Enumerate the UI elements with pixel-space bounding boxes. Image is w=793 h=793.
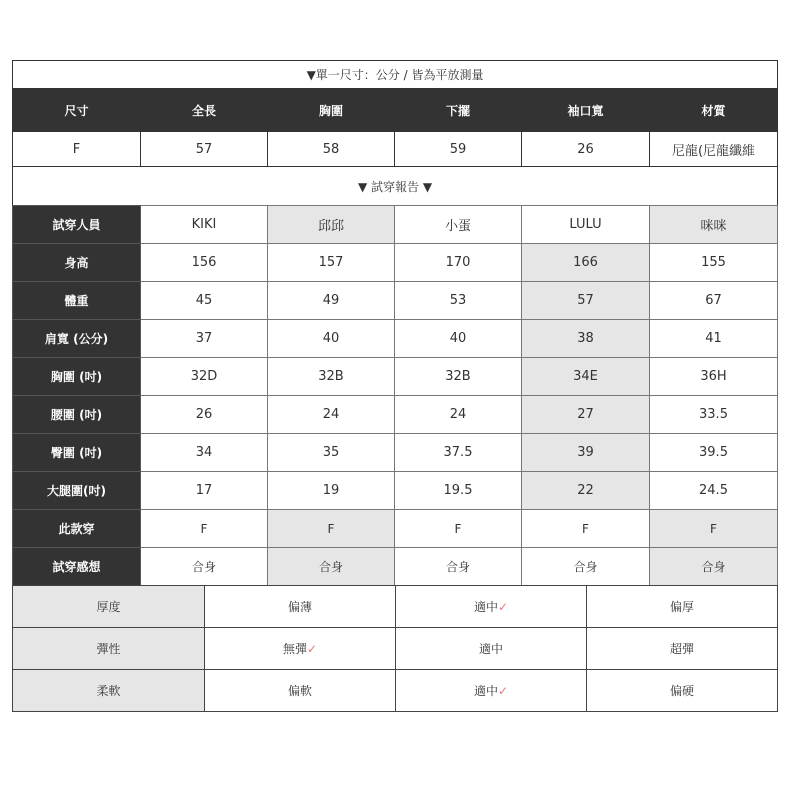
fitting-cell: 57 xyxy=(522,282,650,320)
size-header-row xyxy=(13,89,778,132)
fitting-cell: 24 xyxy=(395,396,522,434)
fitting-row xyxy=(13,396,778,434)
fitting-row xyxy=(13,434,778,472)
fitting-cell: 35 xyxy=(268,434,395,472)
fitting-cell: 26 xyxy=(141,396,268,434)
fitting-cell: KIKI xyxy=(141,206,268,244)
fitting-row-label: 肩寬 (公分) xyxy=(13,320,141,358)
fitting-cell: 合身 xyxy=(650,548,778,586)
fitting-cell: 39 xyxy=(522,434,650,472)
fitting-cell: 24.5 xyxy=(650,472,778,510)
feel-option xyxy=(396,586,587,628)
size-header-cell: 材質 xyxy=(650,89,778,132)
fitting-cell: 32D xyxy=(141,358,268,396)
check-mark-icon: ✓ xyxy=(497,684,509,698)
size-header-cell: 尺寸 xyxy=(13,89,141,132)
fitting-cell: 17 xyxy=(141,472,268,510)
fitting-cell: 37.5 xyxy=(395,434,522,472)
fitting-cell: 37 xyxy=(141,320,268,358)
size-table-title: ▼單一尺寸：公分 / 皆為平放測量 xyxy=(13,61,778,89)
feel-row xyxy=(13,586,778,628)
feel-option-text: 超彈 xyxy=(669,642,694,656)
fitting-cell: 32B xyxy=(268,358,395,396)
size-value-cell: 59 xyxy=(395,132,522,167)
feel-option xyxy=(396,670,587,712)
feel-option xyxy=(587,670,778,712)
fitting-cell: 170 xyxy=(395,244,522,282)
feel-row xyxy=(13,628,778,670)
feel-option-text: 偏薄 xyxy=(287,600,312,614)
fitting-cell: 34E xyxy=(522,358,650,396)
size-table xyxy=(12,60,778,206)
feel-row-label: 厚度 xyxy=(13,586,205,628)
feel-option-text: 無彈 xyxy=(282,642,307,656)
fitting-cell: 53 xyxy=(395,282,522,320)
fitting-row-label: 臀圍 (吋) xyxy=(13,434,141,472)
fabric-feel-table xyxy=(12,585,778,712)
fitting-cell: 39.5 xyxy=(650,434,778,472)
fitting-cell: 33.5 xyxy=(650,396,778,434)
fitting-cell: 合身 xyxy=(522,548,650,586)
fitting-table xyxy=(12,205,778,586)
fitting-cell: F xyxy=(395,510,522,548)
size-value-cell: 58 xyxy=(268,132,395,167)
fitting-cell: 156 xyxy=(141,244,268,282)
feel-row-label: 柔軟 xyxy=(13,670,205,712)
fitting-row xyxy=(13,358,778,396)
feel-option-text: 偏厚 xyxy=(669,600,694,614)
fitting-cell: 67 xyxy=(650,282,778,320)
fitting-row xyxy=(13,548,778,586)
fitting-cell: LULU xyxy=(522,206,650,244)
feel-option xyxy=(205,586,396,628)
size-value-cell: 尼龍(尼龍纖維 xyxy=(650,132,778,167)
fitting-cell: 19.5 xyxy=(395,472,522,510)
feel-option xyxy=(587,628,778,670)
fitting-cell: 27 xyxy=(522,396,650,434)
feel-option xyxy=(396,628,587,670)
fitting-row-label: 身高 xyxy=(13,244,141,282)
fitting-cell: 155 xyxy=(650,244,778,282)
fitting-cell: 合身 xyxy=(268,548,395,586)
fitting-cell: 邱邱 xyxy=(268,206,395,244)
fitting-row xyxy=(13,510,778,548)
fitting-row-label: 體重 xyxy=(13,282,141,320)
feel-option-text: 偏軟 xyxy=(287,684,312,698)
fitting-cell: 咪咪 xyxy=(650,206,778,244)
fitting-row xyxy=(13,472,778,510)
size-header-cell: 全長 xyxy=(141,89,268,132)
fitting-row-label: 試穿感想 xyxy=(13,548,141,586)
fitting-cell: 22 xyxy=(522,472,650,510)
fitting-cell: F xyxy=(522,510,650,548)
size-value-row xyxy=(13,132,778,167)
fitting-cell: F xyxy=(650,510,778,548)
check-mark-icon: ✓ xyxy=(306,642,318,656)
fitting-cell: 34 xyxy=(141,434,268,472)
fitting-row xyxy=(13,244,778,282)
fitting-row-label: 胸圍 (吋) xyxy=(13,358,141,396)
fitting-row-label: 大腿圍(吋) xyxy=(13,472,141,510)
fitting-cell: 41 xyxy=(650,320,778,358)
fitting-row-label: 試穿人員 xyxy=(13,206,141,244)
fitting-cell: 40 xyxy=(395,320,522,358)
fitting-cell: 合身 xyxy=(141,548,268,586)
fitting-cell: 49 xyxy=(268,282,395,320)
fitting-cell: 38 xyxy=(522,320,650,358)
feel-option-text: 適中 xyxy=(473,600,498,614)
fitting-cell: 157 xyxy=(268,244,395,282)
size-header-cell: 胸圍 xyxy=(268,89,395,132)
fitting-cell: F xyxy=(268,510,395,548)
size-chart xyxy=(12,60,777,712)
feel-row-label: 彈性 xyxy=(13,628,205,670)
feel-option-text: 適中 xyxy=(478,642,503,656)
fitting-cell: 24 xyxy=(268,396,395,434)
fitting-cell: 32B xyxy=(395,358,522,396)
fitting-cell: 45 xyxy=(141,282,268,320)
size-header-cell: 袖口寬 xyxy=(522,89,650,132)
check-mark-icon: ✓ xyxy=(497,600,509,614)
fitting-cell: 166 xyxy=(522,244,650,282)
feel-option-text: 適中 xyxy=(473,684,498,698)
size-value-cell: F xyxy=(13,132,141,167)
fitting-report-title: ▼ 試穿報告 ▼ xyxy=(13,167,778,206)
feel-option-text: 偏硬 xyxy=(669,684,694,698)
fitting-cell: 合身 xyxy=(395,548,522,586)
feel-option xyxy=(587,586,778,628)
fitting-row xyxy=(13,206,778,244)
size-value-cell: 26 xyxy=(522,132,650,167)
feel-option xyxy=(205,670,396,712)
fitting-row-label: 此款穿 xyxy=(13,510,141,548)
fitting-cell: 小蛋 xyxy=(395,206,522,244)
fitting-cell: F xyxy=(141,510,268,548)
fitting-cell: 40 xyxy=(268,320,395,358)
size-header-cell: 下擺 xyxy=(395,89,522,132)
fitting-cell: 19 xyxy=(268,472,395,510)
feel-row xyxy=(13,670,778,712)
fitting-row xyxy=(13,282,778,320)
feel-option xyxy=(205,628,396,670)
fitting-cell: 36H xyxy=(650,358,778,396)
fitting-row-label: 腰圍 (吋) xyxy=(13,396,141,434)
size-value-cell: 57 xyxy=(141,132,268,167)
fitting-row xyxy=(13,320,778,358)
